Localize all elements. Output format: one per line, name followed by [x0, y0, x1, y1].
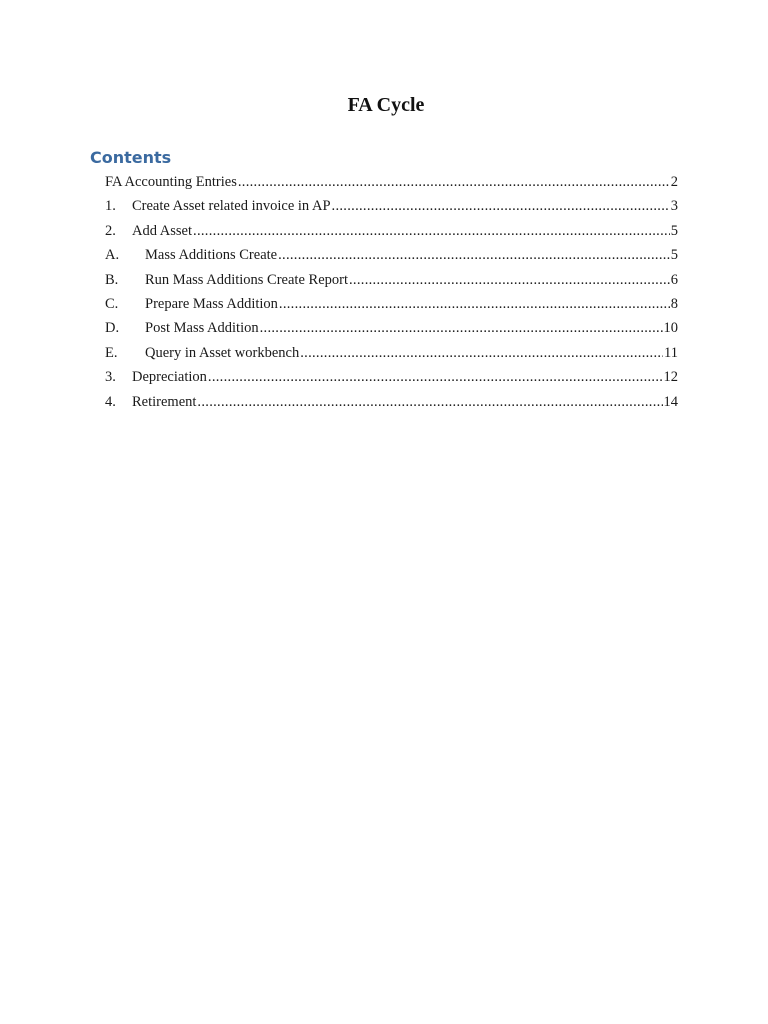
toc-entry[interactable]	[105, 170, 678, 194]
toc-entry-page-number: 12	[663, 369, 678, 386]
toc-entry-page-number: 6	[670, 271, 678, 288]
contents-heading: Contents	[90, 148, 172, 167]
toc-dot-leader	[279, 292, 670, 316]
toc-entry[interactable]	[105, 316, 678, 340]
toc-entry[interactable]	[105, 292, 678, 316]
toc-dot-leader	[349, 268, 670, 292]
toc-entry-page-number: 5	[670, 247, 678, 264]
toc-entry-title: Retirement	[132, 393, 197, 410]
toc-entry-page-number: 2	[670, 174, 678, 190]
toc-dot-leader	[197, 390, 662, 414]
toc-entry-number: C.	[105, 295, 119, 312]
toc-dot-leader	[332, 194, 670, 218]
toc-entry[interactable]	[105, 341, 678, 365]
toc-entry-title: Create Asset related invoice in AP	[132, 198, 331, 215]
toc-entry[interactable]	[105, 365, 678, 389]
toc-entry-number: 3.	[105, 369, 116, 386]
toc-entry[interactable]	[105, 194, 678, 218]
toc-dot-leader	[260, 316, 663, 340]
toc-entry-page-number: 3	[670, 198, 678, 215]
toc-entry-number: 2.	[105, 222, 116, 239]
toc-entry-title: Run Mass Additions Create Report	[145, 271, 348, 288]
toc-dot-leader	[193, 219, 670, 243]
toc-entry-page-number: 5	[670, 222, 678, 239]
toc-entry-number: 1.	[105, 198, 116, 215]
toc-entry-title: Depreciation	[132, 369, 207, 386]
toc-entry-page-number: 14	[663, 393, 678, 410]
toc-dot-leader	[208, 365, 663, 389]
toc-entry-number: 4.	[105, 393, 116, 410]
toc-dot-leader	[278, 243, 670, 267]
toc-entry[interactable]	[105, 268, 678, 292]
toc-entry-page-number: 8	[670, 295, 678, 312]
toc-entry-number: B.	[105, 271, 119, 288]
toc-entry-title: Mass Additions Create	[145, 247, 278, 264]
toc-entry-title: Add Asset	[132, 222, 193, 239]
document-title: FA Cycle	[347, 94, 425, 116]
toc-entry[interactable]	[105, 390, 678, 414]
toc-entry[interactable]	[105, 219, 678, 243]
toc-entry-number: E.	[105, 344, 118, 361]
toc-entry-number: A.	[105, 247, 120, 264]
toc-entry[interactable]	[105, 243, 678, 267]
toc-dot-leader	[238, 170, 670, 194]
toc-dot-leader	[300, 341, 663, 365]
toc-entry-number: D.	[105, 320, 120, 337]
toc-entry-title: Post Mass Addition	[145, 320, 259, 337]
toc-entry-page-number: 11	[664, 344, 678, 361]
table-of-contents	[105, 170, 678, 414]
toc-entry-page-number: 10	[663, 320, 678, 337]
toc-entry-title: Query in Asset workbench	[145, 344, 300, 361]
toc-entry-title: Prepare Mass Addition	[145, 295, 278, 312]
toc-entry-title: FA Accounting Entries	[105, 174, 237, 190]
